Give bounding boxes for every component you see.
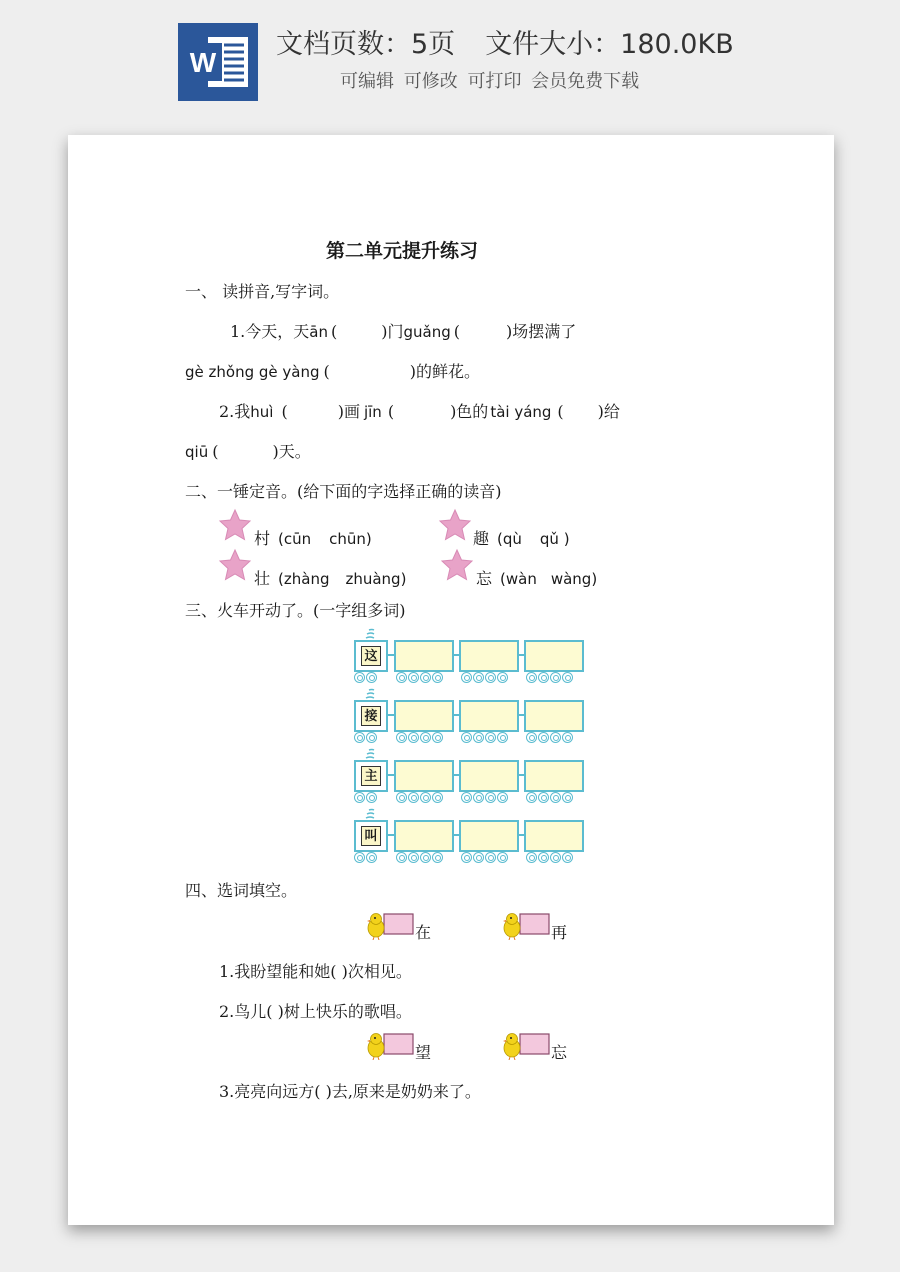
wheel-icon xyxy=(550,732,561,743)
wheel-icon xyxy=(550,852,561,863)
train xyxy=(352,628,588,684)
wheel-icon xyxy=(473,732,484,743)
pinyin: jīn xyxy=(363,403,382,421)
train-engine xyxy=(354,820,388,852)
wheel-icon xyxy=(538,672,549,683)
wheel-icon xyxy=(497,852,508,863)
car-wheels xyxy=(526,792,573,804)
wheel-icon xyxy=(461,672,472,683)
paren-open: ( xyxy=(557,402,564,421)
wheel-icon xyxy=(432,732,443,743)
page-count: 文档页数：5页 xyxy=(276,29,456,60)
wheel-icon xyxy=(485,792,496,803)
wheel-icon xyxy=(473,672,484,683)
train-car-blank[interactable] xyxy=(459,700,519,732)
engine-char: 接 xyxy=(361,706,381,726)
feature-list: 可编辑 可修改 可打印 会员免费下载 xyxy=(340,71,640,92)
option-word: 再 xyxy=(551,923,568,942)
wheel-icon xyxy=(396,672,407,683)
star-icon xyxy=(440,548,474,582)
train-car-blank[interactable] xyxy=(394,820,454,852)
train-engine xyxy=(354,760,388,792)
wheel-icon xyxy=(562,732,573,743)
pinyin: ān xyxy=(309,323,328,341)
chick-icon xyxy=(503,1030,551,1060)
pinyin-option[interactable]: qǔ ) xyxy=(539,530,570,548)
wheel-icon xyxy=(562,792,573,803)
pinyin-option[interactable]: (wàn xyxy=(500,570,537,588)
car-wheels xyxy=(461,852,508,864)
section1-heading: 一、 读拼音,写字词。 xyxy=(185,282,340,301)
chick-icon xyxy=(367,1030,415,1060)
wheel-icon xyxy=(526,672,537,683)
wheel-icon xyxy=(562,852,573,863)
wheel-icon xyxy=(420,732,431,743)
file-size: 文件大小：180.0KB xyxy=(485,29,734,60)
engine-wheels xyxy=(354,672,377,684)
wheel-icon xyxy=(366,852,377,863)
car-wheels xyxy=(461,792,508,804)
wheel-icon xyxy=(396,852,407,863)
item-char: 趣 xyxy=(473,529,490,548)
wheel-icon xyxy=(420,852,431,863)
s1-q2-text: )天。 xyxy=(272,442,311,461)
wheel-icon xyxy=(526,732,537,743)
pinyin-option[interactable]: zhuàng) xyxy=(345,570,407,588)
pinyin-option[interactable]: chūn) xyxy=(329,530,372,548)
train-engine xyxy=(354,700,388,732)
train-car-blank[interactable] xyxy=(524,820,584,852)
s1-q2-text: )色的 xyxy=(450,402,489,421)
train-engine xyxy=(354,640,388,672)
s1-q1-line1 xyxy=(230,319,576,342)
wheel-icon xyxy=(538,852,549,863)
option-word: 在 xyxy=(415,923,432,942)
car-wheels xyxy=(526,732,573,744)
wheel-icon xyxy=(408,852,419,863)
wheel-icon xyxy=(354,672,365,683)
wheel-icon xyxy=(354,852,365,863)
wheel-icon xyxy=(432,672,443,683)
paren-open: ( xyxy=(453,322,460,341)
engine-char: 主 xyxy=(361,766,381,786)
paren-open: ( xyxy=(212,442,219,461)
wheel-icon xyxy=(408,792,419,803)
star-icon xyxy=(218,548,252,582)
wheel-icon xyxy=(473,852,484,863)
smoke-icon xyxy=(364,748,376,760)
train xyxy=(352,688,588,744)
paren-open: ( xyxy=(281,402,288,421)
wheel-icon xyxy=(432,852,443,863)
wheel-icon xyxy=(562,672,573,683)
s2-item-3 xyxy=(254,566,406,589)
car-wheels xyxy=(396,732,443,744)
car-wheels xyxy=(461,732,508,744)
s1-q2-line2 xyxy=(185,439,311,462)
car-wheels xyxy=(461,672,508,684)
wheel-icon xyxy=(526,792,537,803)
engine-wheels xyxy=(354,732,377,744)
engine-wheels xyxy=(354,792,377,804)
pinyin-option[interactable]: wàng) xyxy=(550,570,598,588)
pinyin-option[interactable]: (cūn xyxy=(278,530,312,548)
s4-question-3: 3.亮亮向远方( )去,原来是奶奶来了。 xyxy=(219,1082,481,1101)
s1-q2-line1 xyxy=(219,399,620,422)
wheel-icon xyxy=(420,792,431,803)
smoke-icon xyxy=(364,628,376,640)
train-car-blank[interactable] xyxy=(524,640,584,672)
wheel-icon xyxy=(396,792,407,803)
wheel-icon xyxy=(473,792,484,803)
car-wheels xyxy=(396,852,443,864)
wheel-icon xyxy=(354,732,365,743)
star-icon xyxy=(218,508,252,542)
s2-item-2 xyxy=(473,526,570,549)
wheel-icon xyxy=(485,852,496,863)
car-wheels xyxy=(526,672,573,684)
section3-heading: 三、火车开动了。(一字组多词) xyxy=(185,601,406,620)
train-car-blank[interactable] xyxy=(394,640,454,672)
wheel-icon xyxy=(354,792,365,803)
train xyxy=(352,808,588,864)
train-car-blank[interactable] xyxy=(524,760,584,792)
s1-q1-line2 xyxy=(185,359,480,382)
s1-q2-text: )给 xyxy=(597,402,620,421)
car-wheels xyxy=(396,792,443,804)
wheel-icon xyxy=(526,852,537,863)
s1-q2-text: 2.我 xyxy=(219,402,251,421)
wheel-icon xyxy=(461,732,472,743)
file-info xyxy=(276,22,734,61)
pinyin: huì xyxy=(250,403,274,421)
wheel-icon xyxy=(461,852,472,863)
doc-title: 第二单元提升练习 xyxy=(325,240,478,262)
wheel-icon xyxy=(550,672,561,683)
train-car-blank[interactable] xyxy=(459,820,519,852)
smoke-icon xyxy=(364,688,376,700)
s2-item-4 xyxy=(476,566,597,589)
wheel-icon xyxy=(408,732,419,743)
section2-heading: 二、一锤定音。(给下面的字选择正确的读音) xyxy=(185,482,502,501)
wheel-icon xyxy=(550,792,561,803)
wheel-icon xyxy=(461,792,472,803)
chick-icon xyxy=(367,910,415,940)
train-car-blank[interactable] xyxy=(394,700,454,732)
pinyin: tài yáng xyxy=(490,403,552,421)
paren-open: ( xyxy=(387,402,395,421)
wheel-icon xyxy=(497,672,508,683)
star-icon xyxy=(438,508,472,542)
wheel-icon xyxy=(538,792,549,803)
train-car-blank[interactable] xyxy=(459,640,519,672)
s1-q1-text: )门 xyxy=(381,322,404,341)
option-word: 望 xyxy=(415,1043,432,1062)
wheel-icon xyxy=(485,732,496,743)
car-wheels xyxy=(396,672,443,684)
wheel-icon xyxy=(420,672,431,683)
pinyin-option[interactable]: (zhàng xyxy=(278,570,330,588)
train-car-blank[interactable] xyxy=(524,700,584,732)
wheel-icon xyxy=(408,672,419,683)
s1-q1-text: )场摆满了 xyxy=(505,322,577,341)
wheel-icon xyxy=(497,732,508,743)
wheel-icon xyxy=(396,732,407,743)
paren-open: ( xyxy=(330,322,338,341)
wheel-icon xyxy=(366,672,377,683)
option-word: 忘 xyxy=(551,1043,568,1062)
smoke-icon xyxy=(364,808,376,820)
s2-item-1 xyxy=(254,526,372,549)
item-char: 忘 xyxy=(476,569,493,588)
wheel-icon xyxy=(485,672,496,683)
item-char: 村 xyxy=(254,529,271,548)
pinyin-option[interactable]: (qù xyxy=(497,530,522,548)
item-char: 壮 xyxy=(254,569,271,588)
engine-char: 这 xyxy=(361,646,381,666)
s1-q1-text: )的鲜花。 xyxy=(409,362,480,381)
section4-heading: 四、选词填空。 xyxy=(185,881,298,900)
engine-wheels xyxy=(354,852,377,864)
engine-char: 叫 xyxy=(361,826,381,846)
wheel-icon xyxy=(538,732,549,743)
pinyin: qiū xyxy=(185,443,209,461)
wheel-icon xyxy=(432,792,443,803)
train xyxy=(352,748,588,804)
s1-q1-text: 1.今天，天 xyxy=(230,322,310,341)
wheel-icon xyxy=(366,732,377,743)
s1-q2-text: )画 xyxy=(337,402,360,421)
wheel-icon xyxy=(497,792,508,803)
word-icon-letter: W xyxy=(189,47,217,78)
pinyin: gè zhǒng gè yàng xyxy=(185,363,320,381)
train-car-blank[interactable] xyxy=(459,760,519,792)
paren-open: ( xyxy=(323,362,330,381)
train-car-blank[interactable] xyxy=(394,760,454,792)
wheel-icon xyxy=(366,792,377,803)
chick-icon xyxy=(503,910,551,940)
pinyin: guǎng xyxy=(403,323,451,341)
word-document-icon xyxy=(178,23,258,101)
s4-question-1: 1.我盼望能和她( )次相见。 xyxy=(219,962,412,981)
s4-question-2: 2.鸟儿( )树上快乐的歌唱。 xyxy=(219,1002,412,1021)
car-wheels xyxy=(526,852,573,864)
